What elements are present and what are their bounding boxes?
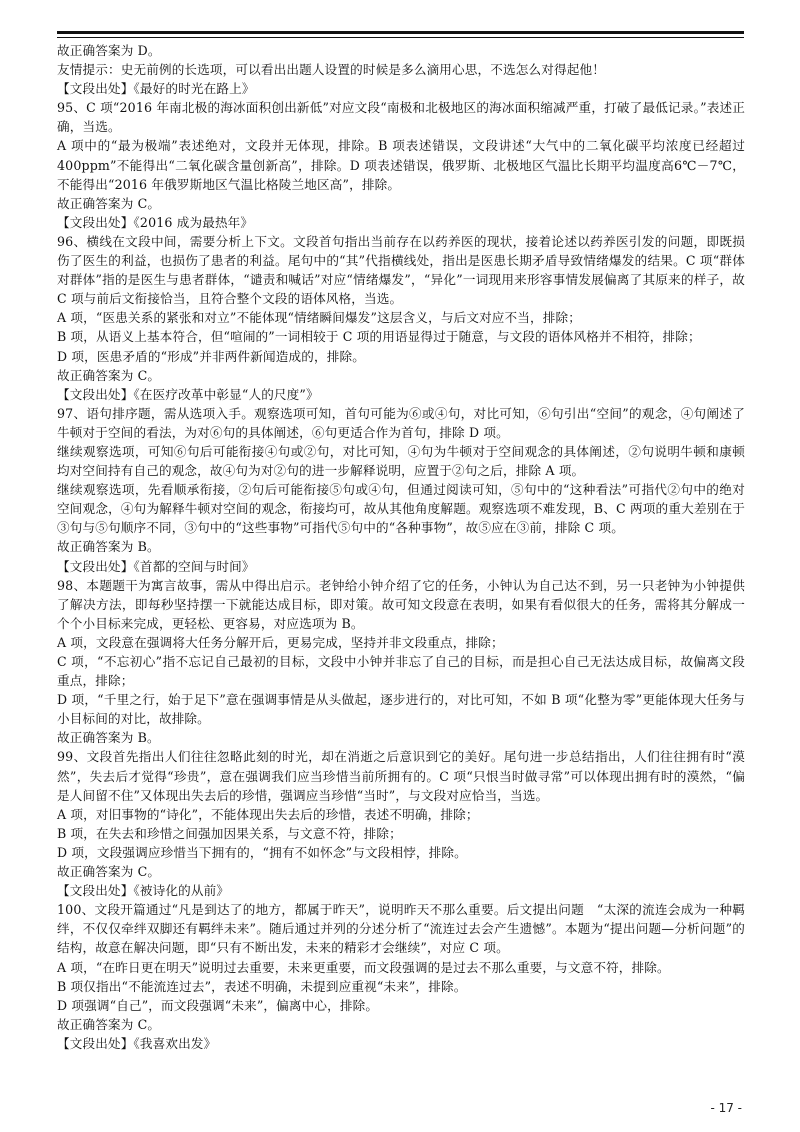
paragraph: D 项，“千里之行，始于足下”意在强调事情是从头做起，逐步进行的，对比可知，不如 B 项“化整为零”更能体现大任务与小目标间的对比，故排除。 <box>57 692 745 727</box>
header-rule-thin <box>57 37 744 38</box>
paragraph: A 项中的“最为极端”表述绝对，文段并无体现，排除。B 项表述错误，文段讲述“大气中的二氧化碳平均浓度已经超过 400ppm”不能得出“二氧化碳含量创新高”，排除。D 项表述错误，俄罗斯、北极地区气温比长期平均温度高6℃－7℃，不能得出“2016 年俄罗斯地区气温比格陵兰地区高”，排除。 <box>57 138 745 192</box>
paragraph: B 项，在失去和珍惜之间强加因果关系，与文意不符，排除； <box>57 825 402 841</box>
paragraph: B 项，从语义上基本符合，但“喧闹的”一词相较于 C 项的用语显得过于随意，与文段的语体风格并不相符，排除； <box>57 329 701 345</box>
paragraph: D 项，文段强调应珍惜当下拥有的，“拥有不如怀念”与文段相悖，排除。 <box>57 844 467 860</box>
source-note: 【文段出处】《2016 成为最热年》 <box>57 214 254 230</box>
source-note: 【文段出处】《首都的空间与时间》 <box>57 558 255 574</box>
paragraph: C 项，“不忘初心”指不忘记自己最初的目标，文段中小钟并非忘了自己的目标，而是担心自己无法达成目标，故偏离文段重点，排除； <box>57 654 745 689</box>
answer-explanations <box>57 41 745 1053</box>
source-note: 【文段出处】《我喜欢出发》 <box>57 1035 217 1051</box>
paragraph: 99、文段首先指出人们往往忽略此刻的时光，却在消逝之后意识到它的美好。尾句进一步总结指出，人们往往拥有时“漠然”，失去后才觉得“珍贵”，意在强调我们应当珍惜当前所拥有的。C 项“只恨当时做寻常”可以体现出拥有时的漠然，“偏是人间留不住”又体现出失去后的珍惜，强调应当珍惜“当时”，与文段对应恰当，当选。 <box>57 749 745 803</box>
paragraph: 故正确答案为 B。 <box>57 730 160 746</box>
paragraph: 98、本题题干为寓言故事，需从中得出启示。老钟给小钟介绍了它的任务，小钟认为自己达不到，另一只老钟为小钟提供了解决方法，即每秒坚持摆一下就能达成目标，即对策。故可知文段意在表明，如果有看似很大的任务，需将其分解成一个个小目标来完成，更轻松、更容易，对应选项为 B。 <box>57 577 745 631</box>
paragraph: 故正确答案为 B。 <box>57 539 160 555</box>
paragraph: 故正确答案为 C。 <box>57 367 161 383</box>
paragraph: 友情提示：史无前例的长选项，可以看出出题人设置的时候是多么滴用心思，不选怎么对得起他！ <box>57 62 605 78</box>
source-note: 【文段出处】《在医疗改革中彰显“人的尺度”》 <box>57 386 319 402</box>
paragraph: B 项仅指出“不能流连过去”，表述不明确，未提到应重视“未来”，排除。 <box>57 978 467 994</box>
paragraph: 95、C 项“2016 年南北极的海冰面积创出新低”对应文段“南极和北极地区的海冰面积缩减严重，打破了最低记录。”表述正确，当选。 <box>57 100 745 135</box>
source-note: 【文段出处】《最好的时光在路上》 <box>57 81 255 97</box>
paragraph: 100、文段开篇通过“凡是到达了的地方，都属于昨天”，说明昨天不那么重要。后文提出问题 “太深的流连会成为一种羁绊，不仅仅牵绊双脚还有羁绊未来”。随后通过并列的分述分析了“流连过去会产生遗憾”。本题为“提出问题—分析问题”的结构，故意在解决问题，即“只有不断出发，未来的精彩才会继续”，对应 C 项。 <box>57 902 745 956</box>
source-note: 【文段出处】《被诗化的从前》 <box>57 883 230 899</box>
paragraph: 故正确答案为 D。 <box>57 43 161 58</box>
paragraph: D 项，医患矛盾的“形成”并非两件新闻造成的，排除。 <box>57 348 365 364</box>
paragraph: 96、横线在文段中间，需要分析上下文。文段首句指出当前存在以药养医的现状，接着论述以药养医引发的问题，即既损伤了医生的利益，也损伤了患者的利益。尾句中的“其”代指横线处，指出是医患长期矛盾导致情绪爆发的结果。C 项“群体对群体”指的是医生与患者群体，“谴责和喊话”对应“情绪爆发”，“异化”一词现用来形容事情发展偏离了其原来的样子，故 C 项与前后文衔接恰当，且符合整个文段的语体风格，当选。 <box>57 233 745 307</box>
paragraph: 97、语句排序题，需从选项入手。观察选项可知，首句可能为⑥或④句，对比可知，⑥句引出“空间”的观念，④句阐述了牛顿对于空间的看法，为对⑥句的具体阐述，⑥句更适合作为首句，排除 D 项。 <box>57 405 745 440</box>
paragraph: A 项，对旧事物的“诗化”，不能体现出失去后的珍惜，表述不明确，排除； <box>57 806 479 822</box>
header-rule-thick <box>57 31 744 34</box>
paragraph: 故正确答案为 C。 <box>57 195 161 211</box>
paragraph: D 项强调“自己”，而文段强调“未来”，偏离中心，排除。 <box>57 997 379 1013</box>
paragraph: A 项，文段意在强调将大任务分解开后，更易完成，坚持并非文段重点，排除； <box>57 634 504 650</box>
paragraph: A 项，“医患关系的紧张和对立”不能体现“情绪瞬间爆发”这层含义，与后文对应不当，排除； <box>57 310 582 326</box>
paragraph: 故正确答案为 C。 <box>57 864 161 880</box>
paragraph: 继续观察选项，可知⑥句后可能衔接④句或②句，对比可知，④句为牛顿对于空间观念的具体阐述，②句说明牛顿和康顿均对空间持有自己的观念，故④句为对②句的进一步解释说明，应置于②句之后，排除 A 项。 <box>57 443 745 479</box>
page-number: - 17 - <box>710 1101 742 1115</box>
paragraph: 故正确答案为 C。 <box>57 1016 161 1032</box>
paragraph: 继续观察选项，先看顺承衔接，②句后可能衔接⑤句或④句，但通过阅读可知，⑤句中的“这种看法”可指代②句中的绝对空间观念，④句为解释牛顿对空间的观念，衔接均可，故从其他角度解题。观察选项不难发现，B、C 两项的重大差别在于③句与⑤句顺序不同，③句中的“这些事物”可指代⑤句中的“各种事物”，故⑤应在③前，排除 C 项。 <box>57 482 745 536</box>
paragraph: A 项，“在昨日更在明天”说明过去重要，未来更重要，而文段强调的是过去不那么重要，与文意不符，排除。 <box>57 959 670 975</box>
